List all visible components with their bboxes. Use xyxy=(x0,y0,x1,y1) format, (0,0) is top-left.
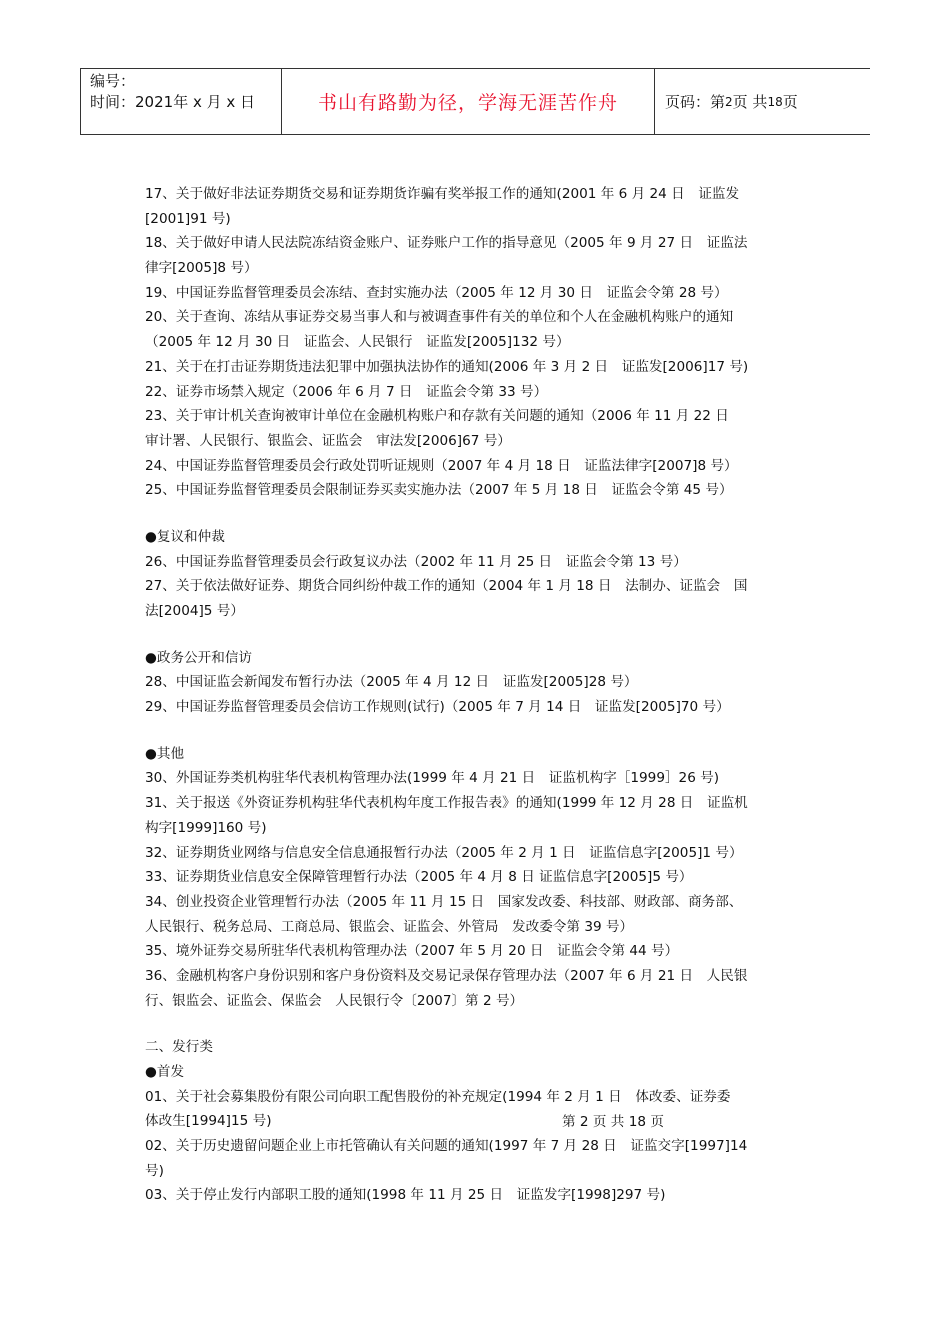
list-item: 01、关于社会募集股份有限公司向职工配售股份的补充规定(1994 年 2 月 1 日 体改委、证券委 xyxy=(145,1088,731,1105)
list-item: 19、中国证券监督管理委员会冻结、查封实施办法（2005 年 12 月 30 日 证监会令第 28 号） xyxy=(145,284,728,301)
list-item: 律字[2005]8 号） xyxy=(145,260,258,277)
list-item: 二、发行类 xyxy=(145,1039,213,1056)
list-item: 29、中国证券监督管理委员会信访工作规则(试行)（2005 年 7 月 14 日 证监发[2005]70 号） xyxy=(145,699,730,716)
section-heading: ●政务公开和信访 xyxy=(145,649,253,666)
list-item: 18、关于做好申请人民法院冻结资金账户、证券账户工作的指导意见（2005 年 9 月 27 日 证监法 xyxy=(145,235,748,252)
section-gap xyxy=(145,720,775,742)
list-item: （2005 年 12 月 30 日 证监会、人民银行 证监发[2005]132 号） xyxy=(145,334,570,351)
list-item: 体改生[1994]15 号) xyxy=(145,1113,272,1130)
header-meta xyxy=(80,69,281,134)
section-heading: ●复议和仲裁 xyxy=(145,528,225,545)
header-motto-cell xyxy=(281,69,655,134)
list-item: 24、中国证券监督管理委员会行政处罚听证规则（2007 年 4 月 18 日 证监法律字[2007]8 号） xyxy=(145,457,738,474)
list-item: 构字[1999]160 号) xyxy=(145,819,267,836)
page-header xyxy=(80,68,870,135)
list-item: 34、创业投资企业管理暂行办法（2005 年 11 月 15 日 国家发改委、科技部、财政部、商务部、 xyxy=(145,893,743,910)
document-time: 时间：2021年 x 月 x 日 xyxy=(90,93,256,111)
list-item: 审计署、人民银行、银监会、证监会 审法发[2006]67 号） xyxy=(145,432,511,449)
list-item: 35、境外证券交易所驻华代表机构管理办法（2007 年 5 月 20 日 证监会令第 44 号） xyxy=(145,943,679,960)
list-item: 法[2004]5 号） xyxy=(145,603,244,619)
list-item: 人民银行、税务总局、工商总局、银监会、证监会、外管局 发改委令第 39 号） xyxy=(145,918,634,935)
list-item: 33、证券期货业信息安全保障管理暂行办法（2005 年 4 月 8 日 证监信息字[2005]5 号） xyxy=(145,869,693,886)
list-item: 22、证券市场禁入规定（2006 年 6 月 7 日 证监会令第 33 号） xyxy=(145,383,548,400)
list-item: 36、金融机构客户身份识别和客户身份资料及交易记录保存管理办法（2007 年 6 月 21 日 人民银 xyxy=(145,967,748,984)
document-body xyxy=(145,182,775,1208)
list-item: 23、关于审计机关查询被审计单位在金融机构账户和存款有关问题的通知（2006 年 11 月 22 日 xyxy=(145,408,729,425)
section-gap xyxy=(145,1013,775,1035)
list-item: 32、证券期货业网络与信息安全信息通报暂行办法（2005 年 2 月 1 日 证监信息字[2005]1 号） xyxy=(145,844,743,861)
section-heading: ●首发 xyxy=(145,1064,185,1080)
section-heading: ●其他 xyxy=(145,745,185,762)
list-item: 31、关于报送《外资证券机构驻华代表机构年度工作报告表》的通知(1999 年 12 月 28 日 证监机 xyxy=(145,795,748,812)
header-page-code: 页码：第 2 页 共 18 页 xyxy=(665,93,798,111)
list-item: 21、关于在打击证券期货违法犯罪中加强执法协作的通知(2006 年 3 月 2 日 证监发[2006]17 号) xyxy=(145,358,749,375)
list-item: [2001]91 号) xyxy=(145,210,231,227)
section-gap xyxy=(145,624,775,646)
list-item: 28、中国证监会新闻发布暂行办法（2005 年 4 月 12 日 证监发[2005]28 号） xyxy=(145,674,638,691)
list-item: 30、外国证券类机构驻华代表机构管理办法(1999 年 4 月 21 日 证监机构字［1999］26 号) xyxy=(145,770,720,787)
list-item: 号) xyxy=(145,1162,164,1179)
document-number-label: 编号： xyxy=(90,72,136,90)
list-item: 25、中国证券监督管理委员会限制证券买卖实施办法（2007 年 5 月 18 日 证监会令第 45 号） xyxy=(145,482,733,499)
list-item: 20、关于查询、冻结从事证券交易当事人和与被调查事件有关的单位和个人在金融机构账户的通知 xyxy=(145,309,734,326)
list-item: 27、关于依法做好证券、期货合同纠纷仲裁工作的通知（2004 年 1 月 18 日 法制办、证监会 国 xyxy=(145,578,748,595)
list-item: 26、中国证券监督管理委员会行政复议办法（2002 年 11 月 25 日 证监会令第 13 号） xyxy=(145,553,687,570)
list-item: 17、关于做好非法证券期货交易和证券期货诈骗有奖举报工作的通知(2001 年 6 月 24 日 证监发 xyxy=(145,186,740,202)
header-motto: 书山有路勤为径，学海无涯苦作舟 xyxy=(317,92,618,114)
section-gap xyxy=(145,503,775,525)
page-footer-number: 第 2 页 共 18 页 xyxy=(562,1114,664,1130)
list-item: 03、关于停止发行内部职工股的通知(1998 年 11 月 25 日 证监发字[1998]297 号) xyxy=(145,1187,666,1204)
list-item: 行、银监会、证监会、保监会 人民银行令〔2007〕第 2 号） xyxy=(145,992,524,1009)
list-item: 02、关于历史遗留问题企业上市托管确认有关问题的通知(1997 年 7 月 28 日 证监交字[1997]14 xyxy=(145,1138,748,1155)
